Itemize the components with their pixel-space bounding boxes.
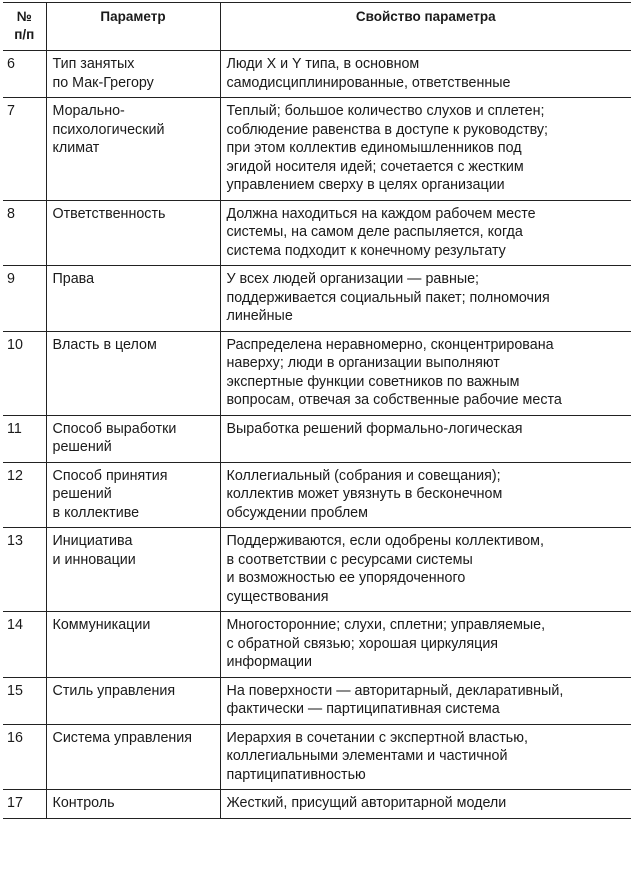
row-property: Теплый; большое количество слухов и сплетен; соблюдение равенства в доступе к руководству; при этом коллектив единомышленников под эгидой носителя идей; сочетается с жестким управлением сверху в целях организации: [220, 98, 631, 201]
row-property: Многосторонние; слухи, сплетни; управляемые, с обратной связью; хорошая циркуляция информации: [220, 612, 631, 678]
table-row: [3, 266, 631, 332]
row-property: Должна находиться на каждом рабочем месте системы, на самом деле распыляется, когда система подходит к конечному результату: [220, 200, 631, 266]
row-number: 15: [3, 677, 46, 724]
row-property: Люди X и Y типа, в основном самодисциплинированные, ответственные: [220, 51, 631, 98]
row-number: 9: [3, 266, 46, 332]
row-number: 6: [3, 51, 46, 98]
row-parameter: Стиль управления: [46, 677, 220, 724]
row-parameter: Права: [46, 266, 220, 332]
row-parameter: Способ принятия решений в коллективе: [46, 462, 220, 528]
table-row: [3, 528, 631, 612]
row-number: 8: [3, 200, 46, 266]
row-property: Поддерживаются, если одобрены коллективом, в соответствии с ресурсами системы и возможностью ее упорядоченного существования: [220, 528, 631, 612]
table-row: [3, 415, 631, 462]
table-row: [3, 724, 631, 790]
parameters-table: [3, 2, 631, 819]
row-parameter: Коммуникации: [46, 612, 220, 678]
table-header-row: [3, 3, 631, 51]
row-number: 14: [3, 612, 46, 678]
row-parameter: Ответственность: [46, 200, 220, 266]
row-number: 17: [3, 790, 46, 819]
row-parameter: Морально- психологический климат: [46, 98, 220, 201]
header-number: № п/п: [3, 3, 46, 51]
row-parameter: Контроль: [46, 790, 220, 819]
row-number: 16: [3, 724, 46, 790]
table-row: [3, 51, 631, 98]
row-property: Коллегиальный (собрания и совещания); коллектив может увязнуть в бесконечном обсуждении проблем: [220, 462, 631, 528]
header-parameter: Параметр: [46, 3, 220, 51]
row-parameter: Власть в целом: [46, 331, 220, 415]
row-number: 11: [3, 415, 46, 462]
table-row: [3, 677, 631, 724]
row-parameter: Система управления: [46, 724, 220, 790]
header-property: Свойство параметра: [220, 3, 631, 51]
row-parameter: Инициатива и инновации: [46, 528, 220, 612]
table-row: [3, 790, 631, 819]
table-row: [3, 98, 631, 201]
row-number: 10: [3, 331, 46, 415]
table-row: [3, 331, 631, 415]
row-number: 7: [3, 98, 46, 201]
row-number: 12: [3, 462, 46, 528]
row-property: Выработка решений формально-логическая: [220, 415, 631, 462]
table-row: [3, 462, 631, 528]
row-parameter: Тип занятых по Мак-Грегору: [46, 51, 220, 98]
row-property: На поверхности — авторитарный, декларативный, фактически — партиципативная система: [220, 677, 631, 724]
row-property: Жесткий, присущий авторитарной модели: [220, 790, 631, 819]
table-row: [3, 200, 631, 266]
row-number: 13: [3, 528, 46, 612]
row-property: Иерархия в сочетании с экспертной властью, коллегиальными элементами и частичной партиципативностью: [220, 724, 631, 790]
row-property: У всех людей организации — равные; поддерживается социальный пакет; полномочия линейные: [220, 266, 631, 332]
row-property: Распределена неравномерно, сконцентрирована наверху; люди в организации выполняют экспертные функции советников по важным вопросам, отвечая за собственные рабочие места: [220, 331, 631, 415]
table-row: [3, 612, 631, 678]
row-parameter: Способ выработки решений: [46, 415, 220, 462]
